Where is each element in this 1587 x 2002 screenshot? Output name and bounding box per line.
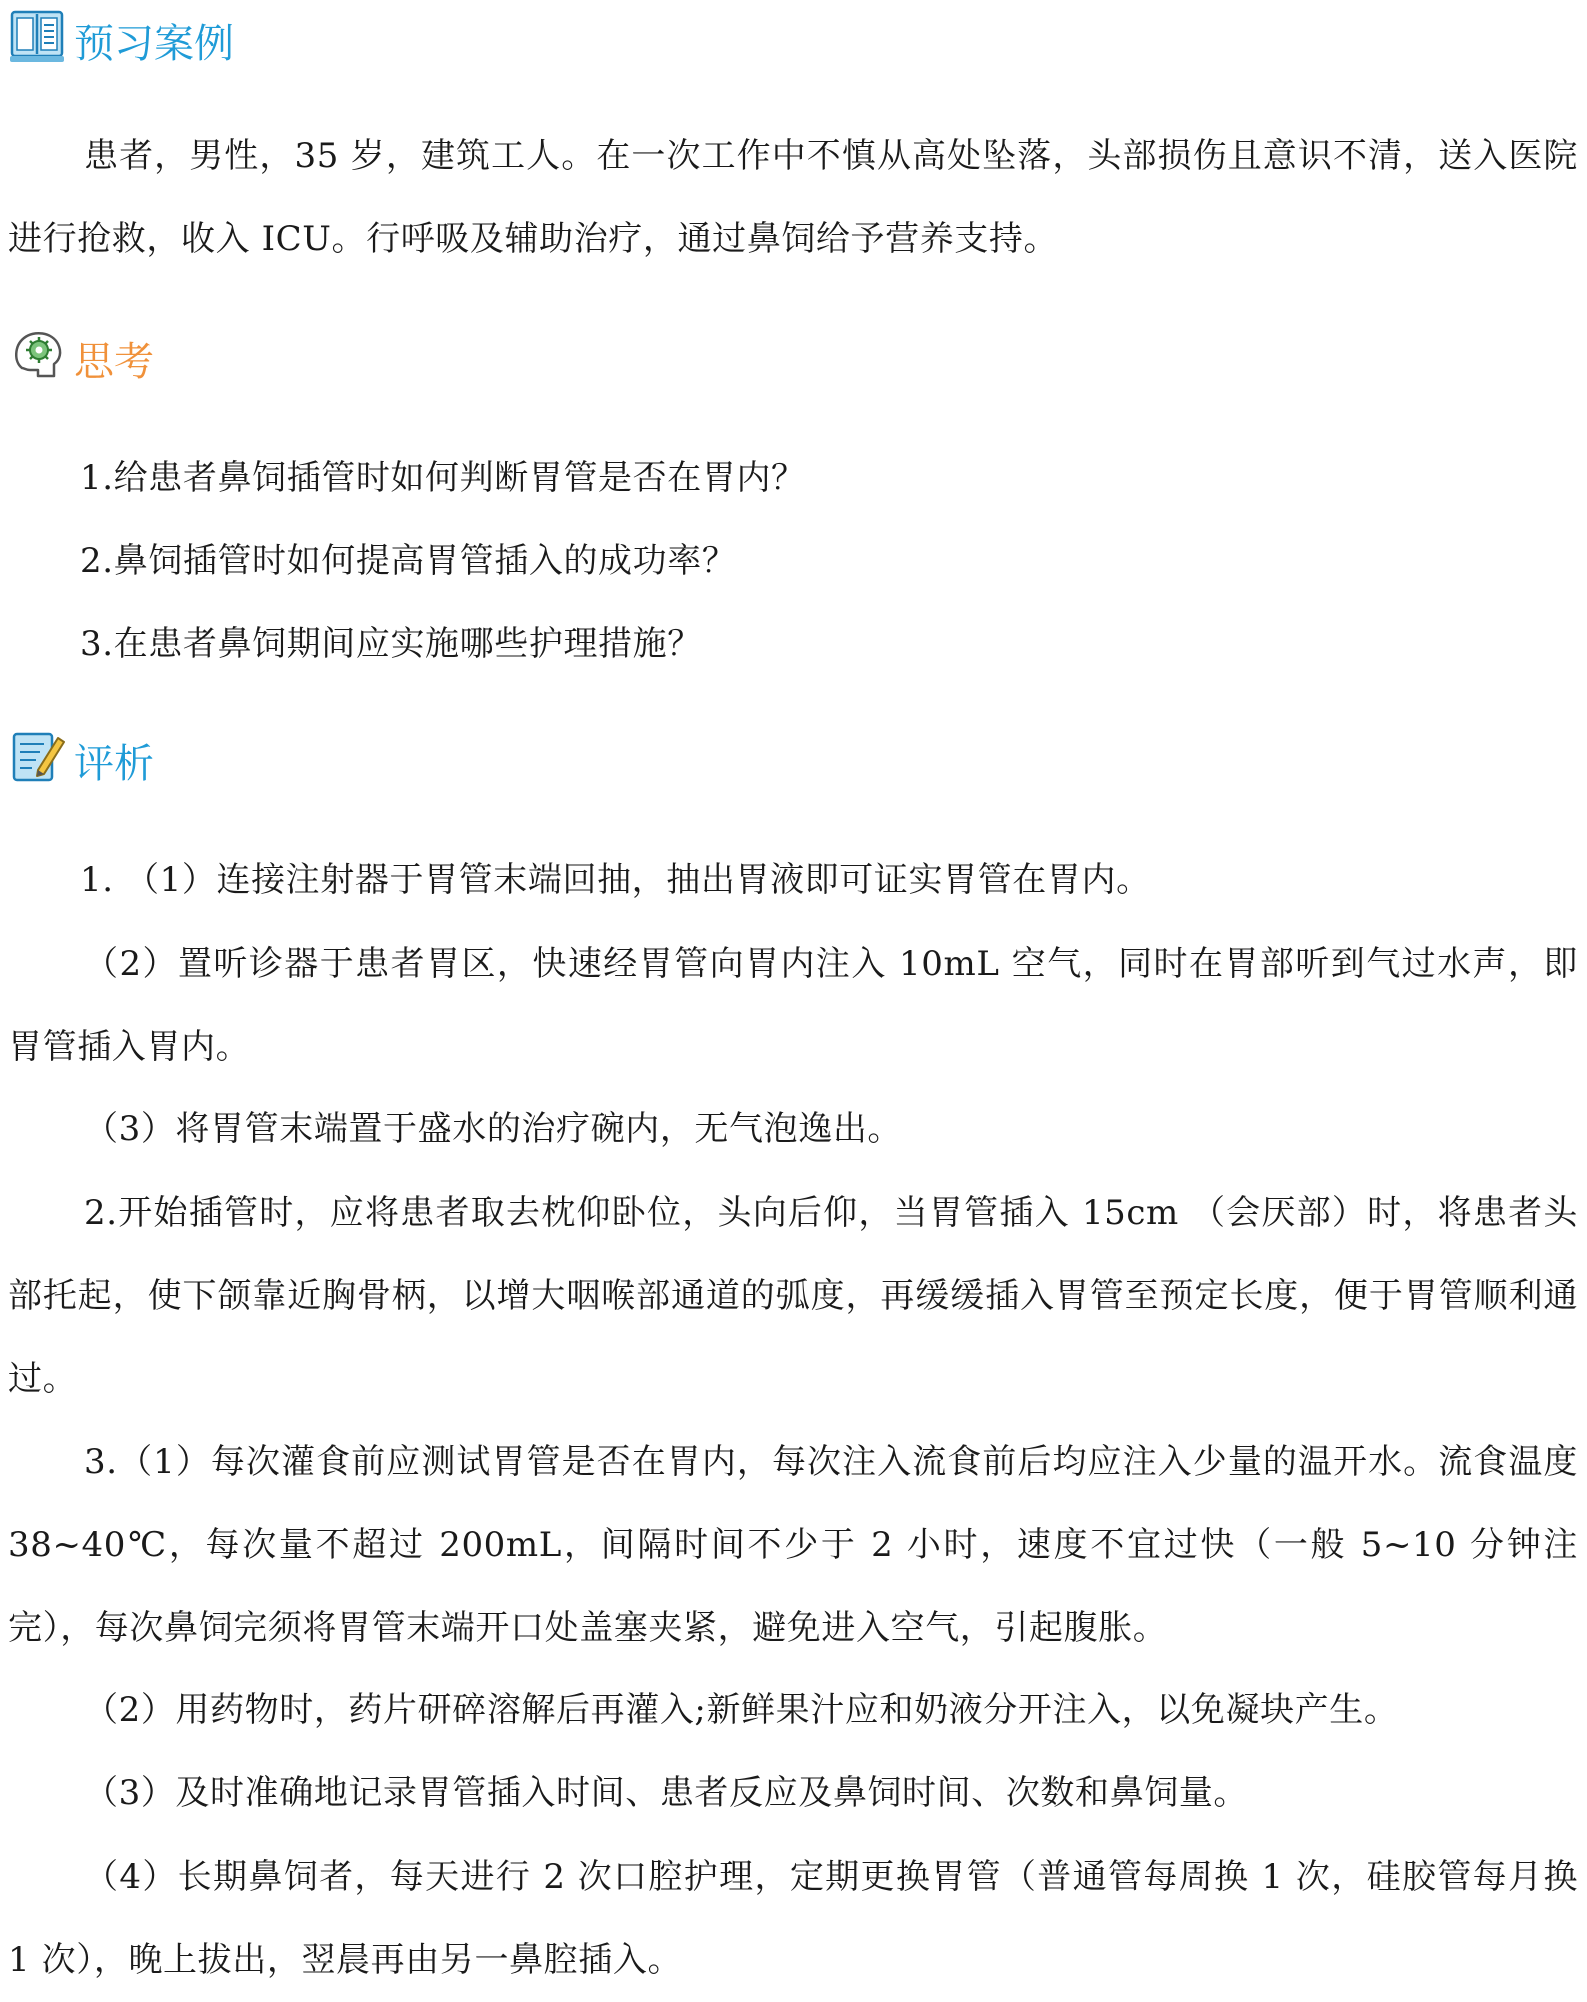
answer-2: 2.开始插管时，应将患者取去枕仰卧位，头向后仰，当胃管插入 15cm （会厌部）时，将患者头部托起，使下颌靠近胸骨柄，以增大咽喉部通道的弧度，再缓缓插入胃管至预定长度，便于胃管顺利通过。 [8,1193,1578,1399]
answer-1-2: （2）置听诊器于患者胃区，快速经胃管向胃内注入 10mL 空气，同时在胃部听到气过水声，即胃管插入胃内。 [8,944,1578,1067]
section-title-preview: 预习案例 [74,21,234,67]
section-header-think [8,320,154,384]
answer-1-1: 1. （1）连接注射器于胃管末端回抽，抽出胃液即可证实胃管在胃内。 [80,860,1151,900]
answer-3-1: 3.（1）每次灌食前应测试胃管是否在胃内，每次注入流食前后均应注入少量的温开水。流食温度 38~40℃，每次量不超过 200mL，间隔时间不少于 2 小时，速度不宜过快（一般 5~10 分钟注完），每次鼻饲完须将胃管末端开口处盖塞夹紧，避免进入空气，引起腹胀。 [8,1442,1578,1648]
book-icon [8,6,68,66]
answer-3-3: （3）及时准确地记录胃管插入时间、患者反应及鼻饲时间、次数和鼻饲量。 [84,1773,1249,1813]
answer-3-4: （4）长期鼻饲者，每天进行 2 次口腔护理，定期更换胃管（普通管每周换 1 次，硅胶管每月换 1 次），晚上拔出，翌晨再由另一鼻腔插入。 [8,1857,1578,1980]
section-title-analysis: 评析 [74,741,154,787]
question-1: 1.给患者鼻饲插管时如何判断胃管是否在胃内？ [80,458,806,498]
answer-3-2: （2）用药物时，药片研碎溶解后再灌入;新鲜果汁应和奶液分开注入，以免凝块产生。 [84,1690,1399,1730]
section-title-think: 思考 [74,339,154,385]
section-header-preview [8,2,234,66]
case-paragraph: 患者，男性，35 岁，建筑工人。在一次工作中不慎从高处坠落，头部损伤且意识不清，送入医院进行抢救，收入 ICU。行呼吸及辅助治疗，通过鼻饲给予营养支持。 [8,136,1578,259]
notepad-pencil-icon [8,726,68,786]
question-2: 2.鼻饲插管时如何提高胃管插入的成功率？ [80,541,737,581]
answer-1-3: （3）将胃管末端置于盛水的治疗碗内，无气泡逸出。 [84,1109,903,1149]
section-header-analysis [8,722,154,786]
brain-gear-icon [8,324,68,384]
question-3: 3.在患者鼻饲期间应实施哪些护理措施？ [80,624,702,664]
